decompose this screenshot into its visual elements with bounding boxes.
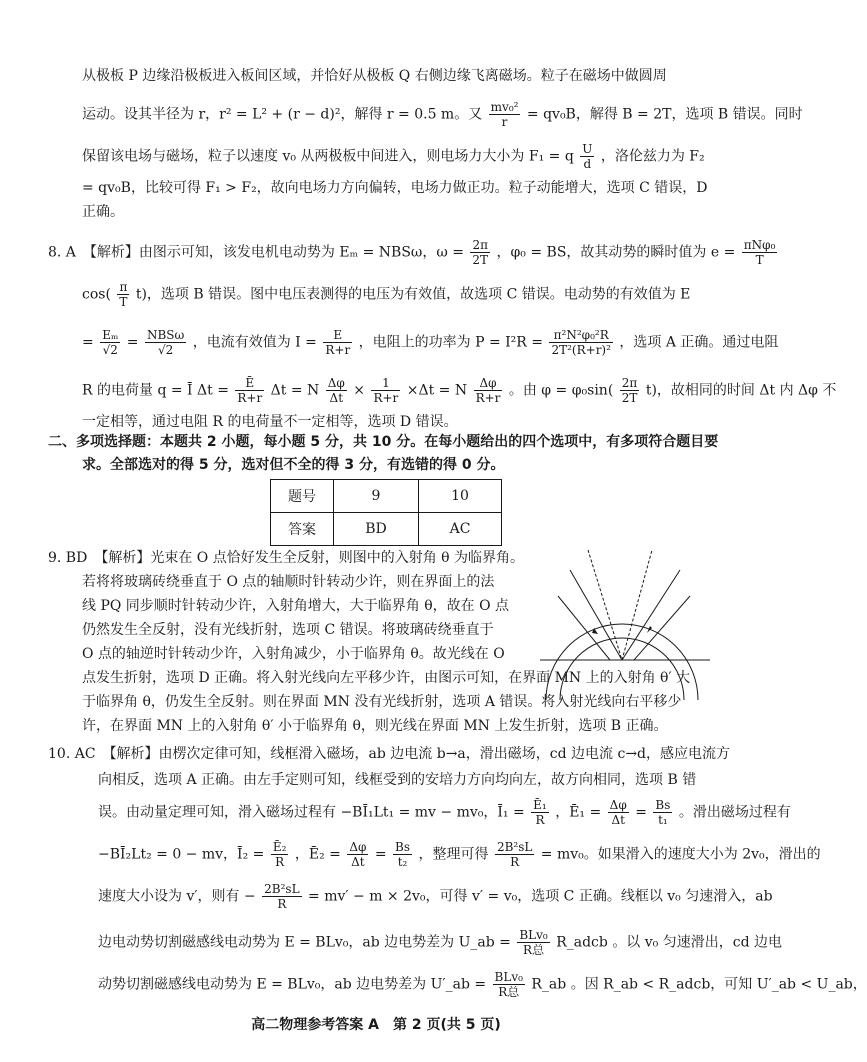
text-line [98, 970, 867, 999]
text-span: 误。由动量定理可知，滑入磁场过程有 −BĪ₁Lt₁ = mv − mv₀，Ī₁ = [98, 804, 525, 821]
text-span: t)，选项 B 错误。图中电压表测得的电压为有效值，故选项 C 错误。电动势的有效值为 E [135, 286, 691, 303]
text-span: = [82, 334, 94, 351]
text-line: 向相反，选项 A 正确。由左手定则可知，线框受到的安培力方向均向左，故方向相同，选项 B 错 [98, 772, 697, 788]
table-cell: 答案 [271, 513, 334, 546]
text-span: ，选项 A 正确。通过电阻 [619, 334, 779, 351]
fraction: $\frac{2\pi}{2T}$ [472, 238, 489, 267]
optics-diagram [540, 540, 710, 702]
section-heading: 二、多项选择题：本题共 2 小题，每小题 5 分，共 10 分。在每小题给出的四个选项中，有多项符合题目要 [48, 434, 719, 450]
fraction: $\frac{Ē}{R+r}$ [237, 376, 263, 405]
text-line: 许，在界面 MN 上的入射角 θ′ 小于临界角 θ，则光线在界面 MN 上发生折射，选项 B 正确。 [82, 718, 668, 734]
text-span: R_adcb [556, 934, 608, 951]
fraction: $\frac{\text{NBSω}}{√2}$ [146, 328, 185, 357]
table-cell: 10 [419, 480, 502, 513]
text-span: ，整理可得 [418, 846, 489, 863]
text-span: = mv₀。如果滑入的速度大小为 2v₀，滑出的 [540, 846, 821, 863]
text-span: 。因 R_ab < R_adcb，可知 U′_ab < U_ab， [570, 976, 867, 993]
text-span: ，洛伦兹力为 F₂ [600, 148, 705, 165]
table-cell: AC [419, 513, 502, 546]
text-span: ，电阻上的功率为 P = I²R = [358, 334, 544, 351]
section-heading: 求。全部选对的得 5 分，选对但不全的得 3 分，有选错的得 0 分。 [82, 457, 505, 473]
fraction: $\frac{\text{Ē₂}}{R}$ [272, 840, 287, 869]
table-cell: BD [334, 513, 419, 546]
text-span: −BĪ₂Lt₂ = 0 − mv，Ī₂ = [98, 846, 265, 863]
text-span: = [126, 334, 139, 351]
text-span: R 的电荷量 q = Ī Δt = [82, 382, 229, 399]
text-line [98, 928, 782, 957]
text-span: 8. A 【解析】由图示可知，该发电机电动势为 Eₘ = NBSω，ω = [48, 244, 464, 261]
text-line: = qv₀B，比较可得 F₁ > F₂，故向电场力方向偏转，电场力做正功。粒子动能增大，选项 C 错误，D [82, 180, 708, 196]
text-span: ，φ₀ = BS，故其动势的瞬时值为 e = [496, 244, 736, 261]
text-line: 若将将玻璃砖绕垂直于 O 点的轴顺时针转动少许，则在界面上的法 [82, 574, 495, 590]
fraction: $\frac{2\pi}{2T}$ [621, 376, 638, 405]
text-line: 线 PQ 同步顺时针转动少许，入射角增大，大于临界角 θ，故在 O 点 [82, 598, 510, 614]
fraction: $\frac{\pi}{T}$ [119, 280, 128, 309]
fraction: $\frac{U}{d}$ [582, 142, 593, 171]
page-footer: 高二物理参考答案 A 第 2 页(共 5 页) [251, 1017, 501, 1033]
table-row [271, 513, 502, 546]
text-span: Δt = N [270, 382, 320, 399]
text-span: 速度大小设为 v′，则有 − [98, 888, 256, 905]
fraction: $\frac{\text{π²N²φ₀²R}}{\text{2T²(R+r)²}}$ [551, 328, 611, 357]
text-line [82, 100, 803, 129]
fraction: $\frac{\Delta\varphi}{\Delta t}$ [327, 376, 345, 405]
text-line: 正确。 [82, 204, 124, 220]
fraction: $\frac{\text{BLv₀}}{\text{R总}}$ [519, 928, 548, 957]
fraction: $\frac{\text{2B²sL}}{R}$ [496, 840, 533, 869]
text-line: 10. AC 【解析】由楞次定律可知，线框滑入磁场，ab 边电流 b→a，滑出磁场，cd 边电流 c→d，感应电流方 [48, 746, 731, 762]
text-line: −BĪ₂Lt₂ = 0 − mv，Ī₂ = $\frac{\text{Ē₂}}{R}$ ，Ē₂ = $\frac{\Delta\varphi}{\Delta t}$ = $\frac{Bs}{\text{t₂}}$ ，整理可得 $\frac{\text{2B²sL}}{R}$ = mv₀。如果滑入的速度大小为 2v₀，滑出的 [98, 840, 821, 869]
text-line [82, 142, 705, 171]
text-span: 边电动势切割磁感线电动势为 E = BLv₀，ab 边电势差为 U_ab = [98, 934, 511, 951]
text-line [82, 280, 690, 309]
fraction: $\frac{Bs}{\text{t₂}}$ [395, 840, 411, 869]
fraction: $\frac{\Delta\varphi}{\Delta t}$ [609, 798, 627, 827]
table-row [271, 480, 502, 513]
fraction: $\frac{Bs}{\text{t₁}}$ [655, 798, 671, 827]
text-span: ×Δt = N [406, 382, 468, 399]
text-span: cos( [82, 286, 111, 303]
fraction: $\frac{\text{πNφ₀}}{T}$ [743, 238, 776, 267]
text-span: 动势切割磁感线电动势为 E = BLv₀，ab 边电势差为 U′_ab = [98, 976, 487, 993]
text-span: = qv₀B，解得 B = 2T，选项 B 错误。同时 [526, 106, 803, 123]
text-span: 保留该电场与磁场，粒子以速度 v₀ 从两极板中间进入，则电场力大小为 F₁ = q [82, 148, 574, 165]
text-line [48, 238, 779, 267]
text-line: 9. BD 【解析】光束在 O 点恰好发生全反射，则图中的入射角 θ 为临界角。 [48, 550, 525, 566]
text-span: ，Ē₁ = [555, 804, 602, 821]
text-span: R_ab [531, 976, 567, 993]
fraction: $\frac{\text{2B²sL}}{R}$ [264, 882, 300, 911]
text-span: 。由 φ = φ₀sin( [508, 382, 614, 399]
text-line: 于临界角 θ，仍发生全反射。则在界面 MN 没有光线折射，选项 A 错误。将入射光线向右平移少 [82, 694, 682, 710]
text-line: 一定相等，通过电阻 R 的电荷量不一定相等，选项 D 错误。 [82, 414, 458, 430]
text-line: O 点的轴逆时针转动少许，入射角减少，小于临界角 θ。故光线在 O [82, 646, 505, 662]
table-cell: 题号 [271, 480, 334, 513]
answer-table [270, 479, 502, 546]
text-span: ，Ē₂ = [294, 846, 341, 863]
table-cell: 9 [334, 480, 419, 513]
text-span: 。滑出磁场过程有 [678, 804, 791, 821]
text-span: = mv′ − m × 2v₀，可得 v′ = v₀，选项 C 正确。线框以 v₀ 匀速滑入，ab [308, 888, 773, 905]
text-span: 运动。设其半径为 r，r² = L² + (r − d)²，解得 r = 0.5 m。又 [82, 106, 483, 123]
fraction: $\frac{\Delta\varphi}{R+r}$ [475, 376, 501, 405]
text-span: t)，故相同的时间 Δt 内 Δφ 不 [645, 382, 837, 399]
text-line: 仍然发生全反射，没有光线折射，选项 C 错误。将玻璃砖绕垂直于 [82, 622, 494, 638]
fraction: $\frac{E}{R+r}$ [325, 328, 351, 357]
fraction: $\frac{1}{R+r}$ [373, 376, 399, 405]
fraction: $\frac{\text{BLv₀}}{\text{R总}}$ [494, 970, 523, 999]
text-line: 误。由动量定理可知，滑入磁场过程有 −BĪ₁Lt₁ = mv − mv₀，Ī₁ = $\frac{\text{Ē₁}}{R}$ ，Ē₁ = $\frac{\Delta\varphi}{\Delta t}$ = $\frac{Bs}{\text{t₁}}$ 。滑出磁场过程有 [98, 798, 791, 827]
fraction: $\frac{\Delta\varphi}{\Delta t}$ [349, 840, 367, 869]
fraction: $\frac{\text{Eₘ}}{√2}$ [102, 328, 119, 357]
text-line: R 的电荷量 q = Ī Δt = $\frac{Ē}{R+r}$ Δt = N $\frac{\Delta\varphi}{\Delta t}$ × $\frac{1}{R+r}$ ×Δt = N $\frac{\Delta\varphi}{R+r}$ 。由 φ = φ₀sin( $\frac{2\pi}{2T}$ t)，故相同的时间 Δt 内 Δφ 不 [82, 376, 837, 405]
text-span: 。以 v₀ 匀速滑出，cd 边电 [612, 934, 782, 951]
fraction: $\frac{\text{Ē₁}}{R}$ [533, 798, 547, 827]
fraction: $\frac{\text{mv₀²}}{r}$ [490, 100, 519, 129]
text-line [98, 882, 773, 911]
text-line: 点发生折射，选项 D 正确。将入射光线向左平移少许，由图示可知，在界面 MN 上的入射角 θ′ 大 [82, 670, 691, 686]
text-line [82, 328, 778, 357]
text-line: 从极板 P 边缘沿极板进入板间区域，并恰好从极板 Q 右侧边缘飞离磁场。粒子在磁场中做圆周 [82, 68, 667, 84]
text-span: ，电流有效值为 I = [192, 334, 317, 351]
